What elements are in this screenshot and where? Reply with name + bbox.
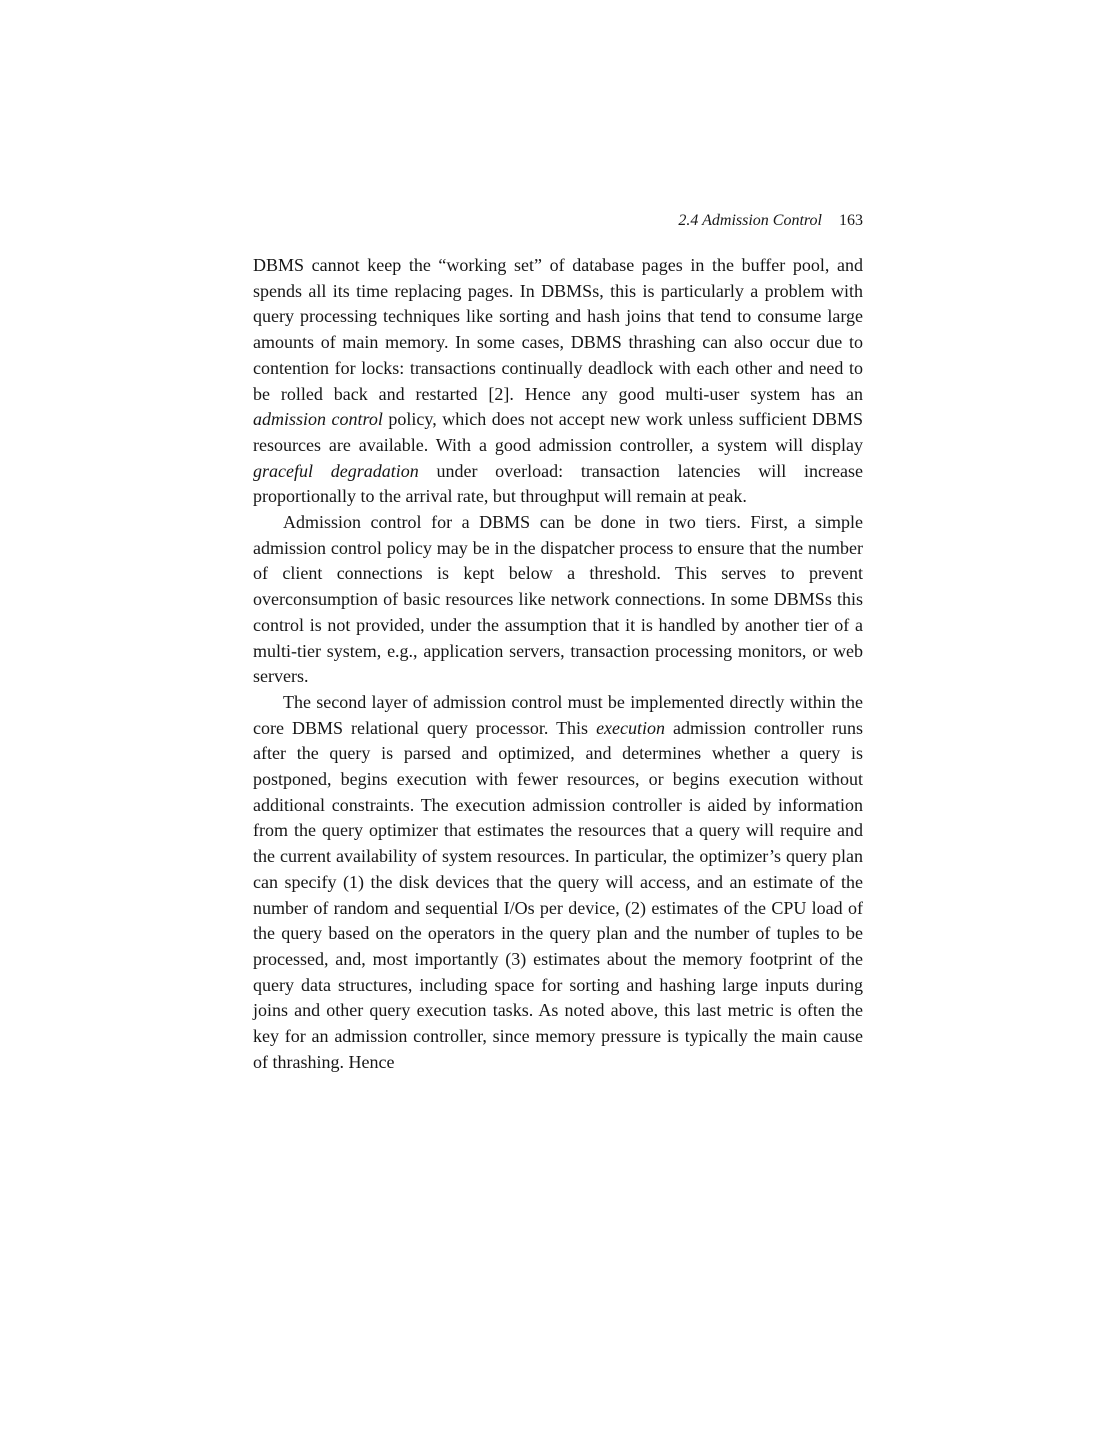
section-heading: 2.4 Admission Control xyxy=(678,212,822,229)
text-run: Admission control for a DBMS can be done in two tiers. First, a simple admission control policy may be in the dispatcher process to ensure that the number of client connections is kept below a threshold. This serves to prevent overconsumption of basic resources like network connections. In some DBMSs this control is not provided, under the assumption that it is handled by another tier of a multi-tier system, e.g., application servers, transaction processing monitors, or web servers. xyxy=(253,512,863,687)
text-run: under overload: transaction latencies will increase proportionally to the arrival rate, but throughput will remain at peak. xyxy=(253,460,863,507)
text-column xyxy=(253,211,863,1076)
body-text xyxy=(253,253,863,1076)
paragraph xyxy=(253,690,863,1076)
emphasized-text-run: execution xyxy=(596,717,666,738)
text-run: admission controller runs after the query is parsed and optimized, and determines whether a query is postponed, begins execution with fewer resources, or begins execution without additional constraints. The execution admission controller is aided by information from the query optimizer that estimates the resources that a query will require and the current availability of system resources. In particular, the optimizer’s query plan can specify (1) the disk devices that the query will access, and an estimate of the number of random and sequential I/Os per device, (2) estimates of the CPU load of the query based on the operators in the query plan and the number of tuples to be processed, and, most importantly (3) estimates about the memory footprint of the query data structures, including space for sorting and hashing large inputs during joins and other query execution tasks. As noted above, this last metric is often the key for an admission controller, since memory pressure is typically the main cause of thrashing. Hence xyxy=(253,717,863,1072)
paragraph xyxy=(253,253,863,510)
text-run: The second layer of admission control must be implemented directly within the core DBMS relational query processor. This xyxy=(253,691,863,738)
text-run: DBMS cannot keep the “working set” of database pages in the buffer pool, and spends all its time replacing pages. In DBMSs, this is particularly a problem with query processing techniques like sorting and hash joins that tend to consume large amounts of main memory. In some cases, DBMS thrashing can also occur due to contention for locks: transactions continually deadlock with each other and need to be rolled back and restarted [2]. Hence any good multi-user system has an xyxy=(253,255,863,404)
running-head xyxy=(253,211,863,231)
page-number: 163 xyxy=(839,212,863,229)
emphasized-text-run: admission control xyxy=(253,409,383,430)
emphasized-text-run: graceful degradation xyxy=(253,460,419,481)
text-run: policy, which does not accept new work unless sufficient DBMS resources are available. With a good admission controller, a system will display xyxy=(253,409,864,455)
paragraph xyxy=(253,510,863,690)
